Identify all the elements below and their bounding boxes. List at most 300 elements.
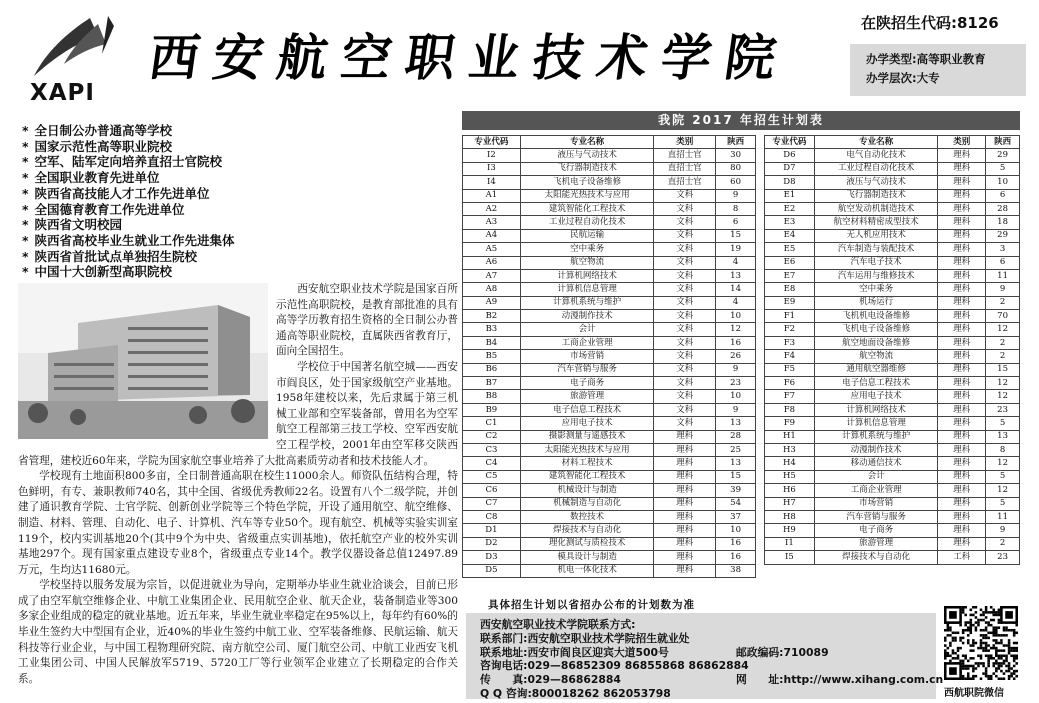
table-row xyxy=(765,323,1020,336)
major-code: B9 xyxy=(463,403,521,416)
category: 理科 xyxy=(938,149,986,162)
major-code: F3 xyxy=(765,336,815,349)
major-name: 应用电子技术 xyxy=(520,417,654,430)
school-type: 办学类型:高等职业教育 xyxy=(866,52,986,66)
shaanxi-quota: 54 xyxy=(716,497,756,510)
contact-address: 联系地址:西安市阎良区迎宾大道500号 xyxy=(480,645,669,659)
major-name: 摄影测量与遥感技术 xyxy=(520,430,654,443)
major-code: D7 xyxy=(765,162,815,175)
category: 理科 xyxy=(938,202,986,215)
category: 工科 xyxy=(938,551,986,564)
major-name: 计算机网络技术 xyxy=(814,403,938,416)
table-row xyxy=(463,283,756,296)
shaanxi-quota: 14 xyxy=(716,283,756,296)
major-name: 计算机网络技术 xyxy=(520,269,654,282)
contact-postcode: 邮政编码:710089 xyxy=(736,645,829,659)
shaanxi-quota: 28 xyxy=(986,202,1020,215)
honors-list xyxy=(22,123,235,280)
major-name: 数控技术 xyxy=(520,510,654,523)
table-row xyxy=(765,484,1020,497)
category: 理科 xyxy=(938,457,986,470)
table-row xyxy=(765,510,1020,523)
major-name: 会计 xyxy=(520,323,654,336)
shaanxi-quota: 10 xyxy=(716,310,756,323)
table-row xyxy=(765,443,1020,456)
shaanxi-quota: 18 xyxy=(986,216,1020,229)
shaanxi-quota: 5 xyxy=(986,162,1020,175)
logo-text: XAPI xyxy=(30,80,95,106)
major-name: 飞行器制造技术 xyxy=(520,162,654,175)
table-row xyxy=(463,216,756,229)
shaanxi-quota: 15 xyxy=(716,470,756,483)
category: 理科 xyxy=(654,564,716,577)
shaanxi-quota: 10 xyxy=(716,524,756,537)
wechat-qr-code-icon[interactable] xyxy=(944,606,1018,680)
major-name: 应用电子技术 xyxy=(814,390,938,403)
major-code: B8 xyxy=(463,390,521,403)
category: 理科 xyxy=(938,443,986,456)
major-code: H6 xyxy=(765,484,815,497)
category: 文科 xyxy=(654,336,716,349)
shaanxi-quota: 29 xyxy=(986,229,1020,242)
table-row xyxy=(463,229,756,242)
major-name: 电子信息工程技术 xyxy=(814,377,938,390)
shaanxi-quota: 23 xyxy=(986,551,1020,564)
shaanxi-quota: 19 xyxy=(716,243,756,256)
table-row xyxy=(463,176,756,189)
table-row xyxy=(765,537,1020,550)
major-code: E2 xyxy=(765,202,815,215)
qr-caption: 西航职院微信 xyxy=(944,688,1004,699)
intro-paragraph: 学校位于中国著名航空城——西安市阎良区，处于国家级航空产业基地。1958年建校以来，先后隶属于第三机械工业部和空军装备部，曾用名为空军航空工程部第三技工学校、空军西安航空工程学校，2001年由空军移交陕西省管理，建校近60年来，学院为国家航空事业培养了大批高素质劳动者和技术技能人才。 xyxy=(18,360,458,467)
category: 理科 xyxy=(938,470,986,483)
major-name: 汽车制造与装配技术 xyxy=(814,243,938,256)
table-row xyxy=(463,403,756,416)
shaanxi-quota: 12 xyxy=(986,323,1020,336)
shaanxi-quota: 39 xyxy=(716,484,756,497)
honor-item: * 全日制公办普通高等学校 xyxy=(22,123,173,138)
category: 文科 xyxy=(654,417,716,430)
shaanxi-quota: 30 xyxy=(716,149,756,162)
intro-paragraph: 西安航空职业技术学院是国家百所示范性高职院校，是教育部批准的具有高等学历教育招生资格的全日制公办普通高等职业院校，直属陕西省教育厅，面向全国招生。 xyxy=(276,283,458,358)
honor-item: * 陕西省高技能人才工作先进单位 xyxy=(22,185,210,201)
major-name: 工业过程自动化技术 xyxy=(520,216,654,229)
shaanxi-quota: 37 xyxy=(716,510,756,523)
major-name: 通用航空器维修 xyxy=(814,363,938,376)
major-name: 飞机电子设备维修 xyxy=(520,176,654,189)
major-code: D6 xyxy=(765,149,815,162)
category: 文科 xyxy=(654,269,716,282)
shaanxi-quota: 6 xyxy=(986,256,1020,269)
table-row xyxy=(463,149,756,162)
major-code: D5 xyxy=(463,564,521,577)
major-name: 材料工程技术 xyxy=(520,457,654,470)
shaanxi-quota: 9 xyxy=(986,283,1020,296)
table-row xyxy=(765,390,1020,403)
table-row xyxy=(765,229,1020,242)
shaanxi-quota: 11 xyxy=(986,510,1020,523)
major-name: 旅游管理 xyxy=(520,390,654,403)
shaanxi-quota: 29 xyxy=(986,149,1020,162)
contact-dept: 联系部门:西安航空职业技术学院招生就业处 xyxy=(480,631,690,645)
table-row xyxy=(463,510,756,523)
major-name: 模具设计与制造 xyxy=(520,551,654,564)
table-row xyxy=(463,470,756,483)
major-name: 市场营销 xyxy=(814,497,938,510)
shaanxi-quota: 9 xyxy=(986,524,1020,537)
major-code: A9 xyxy=(463,296,521,309)
major-code: F5 xyxy=(765,363,815,376)
major-code: H1 xyxy=(765,430,815,443)
category: 理科 xyxy=(938,390,986,403)
major-name: 飞机电子设备维修 xyxy=(814,323,938,336)
major-name: 液压与气动技术 xyxy=(814,176,938,189)
shaanxi-quota: 13 xyxy=(716,457,756,470)
table-row xyxy=(765,457,1020,470)
table-row xyxy=(765,497,1020,510)
category: 理科 xyxy=(654,537,716,550)
major-name: 飞机机电设备维修 xyxy=(814,310,938,323)
major-code: I3 xyxy=(463,162,521,175)
table-row xyxy=(765,363,1020,376)
column-header: 陕西 xyxy=(986,136,1020,149)
major-code: E7 xyxy=(765,269,815,282)
category: 理科 xyxy=(654,551,716,564)
category: 直招士官 xyxy=(654,149,716,162)
table-row xyxy=(463,377,756,390)
shaanxi-quota: 2 xyxy=(986,537,1020,550)
table-row xyxy=(463,243,756,256)
table-row xyxy=(765,256,1020,269)
major-name: 机电一体化技术 xyxy=(520,564,654,577)
shaanxi-quota: 8 xyxy=(716,202,756,215)
enrollment-table-right xyxy=(764,135,1020,565)
major-code: H8 xyxy=(765,510,815,523)
major-code: E9 xyxy=(765,296,815,309)
shaanxi-quota: 12 xyxy=(986,457,1020,470)
table-row xyxy=(463,336,756,349)
category: 理科 xyxy=(938,363,986,376)
enrollment-table-left xyxy=(462,135,756,578)
category: 理科 xyxy=(938,484,986,497)
shaanxi-quota: 9 xyxy=(716,403,756,416)
shaanxi-quota: 13 xyxy=(716,269,756,282)
major-code: B6 xyxy=(463,363,521,376)
major-code: H3 xyxy=(765,443,815,456)
category: 文科 xyxy=(654,283,716,296)
column-header: 陕西 xyxy=(716,136,756,149)
major-code: B5 xyxy=(463,350,521,363)
major-code: A3 xyxy=(463,216,521,229)
shaanxi-quota: 6 xyxy=(716,216,756,229)
major-name: 工业过程自动化技术 xyxy=(814,162,938,175)
category: 理科 xyxy=(654,497,716,510)
column-header: 类别 xyxy=(654,136,716,149)
major-code: A7 xyxy=(463,269,521,282)
shaanxi-quota: 5 xyxy=(986,470,1020,483)
major-name: 民航运输 xyxy=(520,229,654,242)
major-name: 工商企业管理 xyxy=(814,484,938,497)
major-code: I1 xyxy=(765,537,815,550)
honor-item: * 陕西省高校毕业生就业工作先进集体 xyxy=(22,232,235,248)
table-row xyxy=(463,296,756,309)
table-row xyxy=(765,149,1020,162)
table-row xyxy=(463,537,756,550)
table-row xyxy=(463,350,756,363)
major-name: 液压与气动技术 xyxy=(520,149,654,162)
category: 理科 xyxy=(938,216,986,229)
major-name: 工商企业管理 xyxy=(520,336,654,349)
shaanxi-quota: 15 xyxy=(716,229,756,242)
major-name: 焊接技术与自动化 xyxy=(520,524,654,537)
major-code: C3 xyxy=(463,443,521,456)
category: 理科 xyxy=(938,417,986,430)
honor-item: * 空军、陆军定向培养直招士官院校 xyxy=(22,154,223,170)
major-name: 机械制造与自动化 xyxy=(520,497,654,510)
major-code: B4 xyxy=(463,336,521,349)
table-row xyxy=(463,269,756,282)
major-code: F2 xyxy=(765,323,815,336)
major-code: E1 xyxy=(765,189,815,202)
category: 理科 xyxy=(938,310,986,323)
table-row xyxy=(765,243,1020,256)
major-name: 建筑智能化工程技术 xyxy=(520,470,654,483)
major-name: 汽车营销与服务 xyxy=(520,363,654,376)
category: 文科 xyxy=(654,243,716,256)
category: 文科 xyxy=(654,256,716,269)
shaanxi-quota: 8 xyxy=(986,443,1020,456)
category: 理科 xyxy=(938,430,986,443)
major-code: C5 xyxy=(463,470,521,483)
major-name: 会计 xyxy=(814,470,938,483)
shaanxi-quota: 2 xyxy=(986,336,1020,349)
major-name: 计算机系统与维护 xyxy=(520,296,654,309)
honor-item: * 陕西省文明校园 xyxy=(22,217,123,233)
major-name: 动漫制作技术 xyxy=(814,443,938,456)
column-header: 专业名称 xyxy=(520,136,654,149)
table-row xyxy=(765,283,1020,296)
category: 文科 xyxy=(654,363,716,376)
contact-box xyxy=(466,613,944,700)
shaanxi-quota: 10 xyxy=(986,176,1020,189)
major-name: 航空物流 xyxy=(520,256,654,269)
shaanxi-quota: 4 xyxy=(716,256,756,269)
category: 理科 xyxy=(938,403,986,416)
major-name: 空中乘务 xyxy=(814,283,938,296)
category: 文科 xyxy=(654,310,716,323)
major-name: 航空物流 xyxy=(814,350,938,363)
major-code: F9 xyxy=(765,417,815,430)
category: 文科 xyxy=(654,216,716,229)
school-info-box xyxy=(850,44,1026,96)
category: 理科 xyxy=(938,537,986,550)
major-code: H7 xyxy=(765,497,815,510)
category: 理科 xyxy=(938,283,986,296)
major-name: 建筑智能化工程技术 xyxy=(520,202,654,215)
shaanxi-quota: 38 xyxy=(716,564,756,577)
intro-paragraph: 学校坚持以服务发展为宗旨，以促进就业为导向，定期举办毕业生就业洽谈会，目前已形成了由空军航空维修企业、中航工业集团企业、民用航空企业、航天企业，装备制造业等300多家企业组成的稳定的就业基地。近五年来，毕业生就业率稳定在95%以上，每年约有60%的毕业生签约大中型国有企业，近40%的毕业生签约中航工业、空军装备维修、民航运输、航天科技等行业企业，与中国工程物理研究院、南方航空公司、厦门航空公司、中航工业西安飞机工业集团公司、中国人民解放军5719、5720工厂等行业领军企业建立了长期稳定的合作关系。 xyxy=(18,579,458,685)
honor-item: * 中国十大创新型高职院校 xyxy=(22,264,173,280)
table-row xyxy=(765,336,1020,349)
major-name: 理化测试与质检技术 xyxy=(520,537,654,550)
category: 理科 xyxy=(938,243,986,256)
major-name: 移动通信技术 xyxy=(814,457,938,470)
shaanxi-quota: 2 xyxy=(986,350,1020,363)
shaanxi-quota: 12 xyxy=(716,323,756,336)
major-name: 机械设计与制造 xyxy=(520,484,654,497)
major-name: 航空材料精密成型技术 xyxy=(814,216,938,229)
major-name: 计算机信息管理 xyxy=(520,283,654,296)
intro-paragraph: 学校现有土地面积800多亩，全日制普通高职在校生11000余人。师资队伍结构合理，特色鲜明，有专、兼职教师740名，其中全国、省级优秀教师22名。设置有八个二级学院，并创建了通识教育学院、士官学院、创新创业学院等三个特色学院，开设了通用航空、航空维修、制造、材料、管理、自动化、电子、计算机、汽车等专业50个。现有航空、机械等实验实训室119个，校内实训基地20个(其中9个为中央、省级重点实训基地)，依托航空产业的校外实训基地297个。现有国家重点建设专业8个，省级重点专业14个。教学仪器设备总值12497.89万元，生均达11680元。 xyxy=(18,470,458,576)
table-row xyxy=(463,497,756,510)
contact-heading: 西安航空职业技术学院联系方式: xyxy=(480,618,636,631)
table-row xyxy=(765,417,1020,430)
major-name: 市场营销 xyxy=(520,350,654,363)
column-header: 专业代码 xyxy=(765,136,815,149)
category: 理科 xyxy=(938,269,986,282)
table-row xyxy=(463,363,756,376)
honor-item: * 国家示范性高等职业院校 xyxy=(22,138,173,154)
shaanxi-quota: 26 xyxy=(716,350,756,363)
category: 理科 xyxy=(654,510,716,523)
table-row xyxy=(765,551,1020,564)
table-row xyxy=(765,296,1020,309)
contact-qq: Q Q 咨询:800018262 862053798 xyxy=(480,686,671,700)
category: 理科 xyxy=(938,336,986,349)
shaanxi-quota: 16 xyxy=(716,336,756,349)
college-introduction xyxy=(18,282,458,687)
table-row xyxy=(765,430,1020,443)
contact-website[interactable]: 网 址:http://www.xihang.com.cn xyxy=(736,673,944,687)
major-name: 动漫制作技术 xyxy=(520,310,654,323)
honor-item: * 陕西省首批试点单独招生院校 xyxy=(22,248,198,264)
recruit-code: 在陕招生代码:8126 xyxy=(861,14,999,32)
shaanxi-quota: 3 xyxy=(986,243,1020,256)
category: 理科 xyxy=(938,350,986,363)
table-row xyxy=(765,216,1020,229)
category: 理科 xyxy=(938,176,986,189)
college-name: 西安航空职业技术学院 xyxy=(145,28,794,87)
table-row xyxy=(463,443,756,456)
major-code: E8 xyxy=(765,283,815,296)
table-row xyxy=(463,484,756,497)
honor-item: * 全国职业教育先进单位 xyxy=(22,170,160,186)
shaanxi-quota: 23 xyxy=(986,403,1020,416)
category: 理科 xyxy=(654,484,716,497)
category: 理科 xyxy=(938,524,986,537)
category: 理科 xyxy=(938,189,986,202)
category: 文科 xyxy=(654,229,716,242)
major-code: C6 xyxy=(463,484,521,497)
major-code: H5 xyxy=(765,470,815,483)
shaanxi-quota: 11 xyxy=(986,269,1020,282)
table-row xyxy=(765,377,1020,390)
major-code: D2 xyxy=(463,537,521,550)
shaanxi-quota: 28 xyxy=(716,430,756,443)
major-name: 无人机应用技术 xyxy=(814,229,938,242)
school-level: 办学层次:大专 xyxy=(866,71,940,85)
shaanxi-quota: 15 xyxy=(986,363,1020,376)
major-name: 计算机系统与维护 xyxy=(814,430,938,443)
table-row xyxy=(463,564,756,577)
major-code: D3 xyxy=(463,551,521,564)
category: 理科 xyxy=(654,443,716,456)
shaanxi-quota: 5 xyxy=(986,417,1020,430)
major-code: C2 xyxy=(463,430,521,443)
major-code: H9 xyxy=(765,524,815,537)
major-name: 空中乘务 xyxy=(520,243,654,256)
major-code: E3 xyxy=(765,216,815,229)
category: 文科 xyxy=(654,390,716,403)
shaanxi-quota: 12 xyxy=(986,484,1020,497)
shaanxi-quota: 16 xyxy=(716,537,756,550)
major-name: 太阳能光热技术与应用 xyxy=(520,189,654,202)
category: 理科 xyxy=(938,162,986,175)
major-code: I5 xyxy=(765,551,815,564)
major-code: F6 xyxy=(765,377,815,390)
category: 理科 xyxy=(938,497,986,510)
major-name: 电气自动化技术 xyxy=(814,149,938,162)
major-code: C1 xyxy=(463,417,521,430)
column-header: 类别 xyxy=(938,136,986,149)
major-code: C4 xyxy=(463,457,521,470)
major-code: F1 xyxy=(765,310,815,323)
major-code: I4 xyxy=(463,176,521,189)
major-code: A8 xyxy=(463,283,521,296)
shaanxi-quota: 80 xyxy=(716,162,756,175)
category: 理科 xyxy=(654,430,716,443)
table-row xyxy=(463,457,756,470)
shaanxi-quota: 60 xyxy=(716,176,756,189)
major-code: F4 xyxy=(765,350,815,363)
major-name: 机场运行 xyxy=(814,296,938,309)
major-name: 航空地面设备维修 xyxy=(814,336,938,349)
shaanxi-quota: 4 xyxy=(716,296,756,309)
category: 文科 xyxy=(654,323,716,336)
table-row xyxy=(463,430,756,443)
category: 直招士官 xyxy=(654,162,716,175)
category: 理科 xyxy=(938,377,986,390)
major-name: 航空发动机制造技术 xyxy=(814,202,938,215)
shaanxi-quota: 12 xyxy=(986,377,1020,390)
table-row xyxy=(765,470,1020,483)
major-code: C7 xyxy=(463,497,521,510)
table-row xyxy=(765,524,1020,537)
contact-phone: 咨询电话:029—86852309 86855868 86862884 xyxy=(480,659,749,673)
major-name: 焊接技术与自动化 xyxy=(814,551,938,564)
major-name: 飞行器制造技术 xyxy=(814,189,938,202)
major-code: E5 xyxy=(765,243,815,256)
major-code: H4 xyxy=(765,457,815,470)
column-header: 专业名称 xyxy=(814,136,938,149)
major-code: F8 xyxy=(765,403,815,416)
category: 理科 xyxy=(938,229,986,242)
shaanxi-quota: 23 xyxy=(716,377,756,390)
honor-item: * 全国德育教育工作先进单位 xyxy=(22,201,185,217)
category: 理科 xyxy=(938,323,986,336)
table-row xyxy=(765,202,1020,215)
major-name: 旅游管理 xyxy=(814,537,938,550)
major-code: I2 xyxy=(463,149,521,162)
major-name: 汽车营销与服务 xyxy=(814,510,938,523)
category: 文科 xyxy=(654,403,716,416)
table-row xyxy=(765,176,1020,189)
major-code: D8 xyxy=(765,176,815,189)
shaanxi-quota: 10 xyxy=(716,390,756,403)
shaanxi-quota: 2 xyxy=(986,296,1020,309)
shaanxi-quota: 9 xyxy=(716,363,756,376)
shaanxi-quota: 5 xyxy=(986,497,1020,510)
